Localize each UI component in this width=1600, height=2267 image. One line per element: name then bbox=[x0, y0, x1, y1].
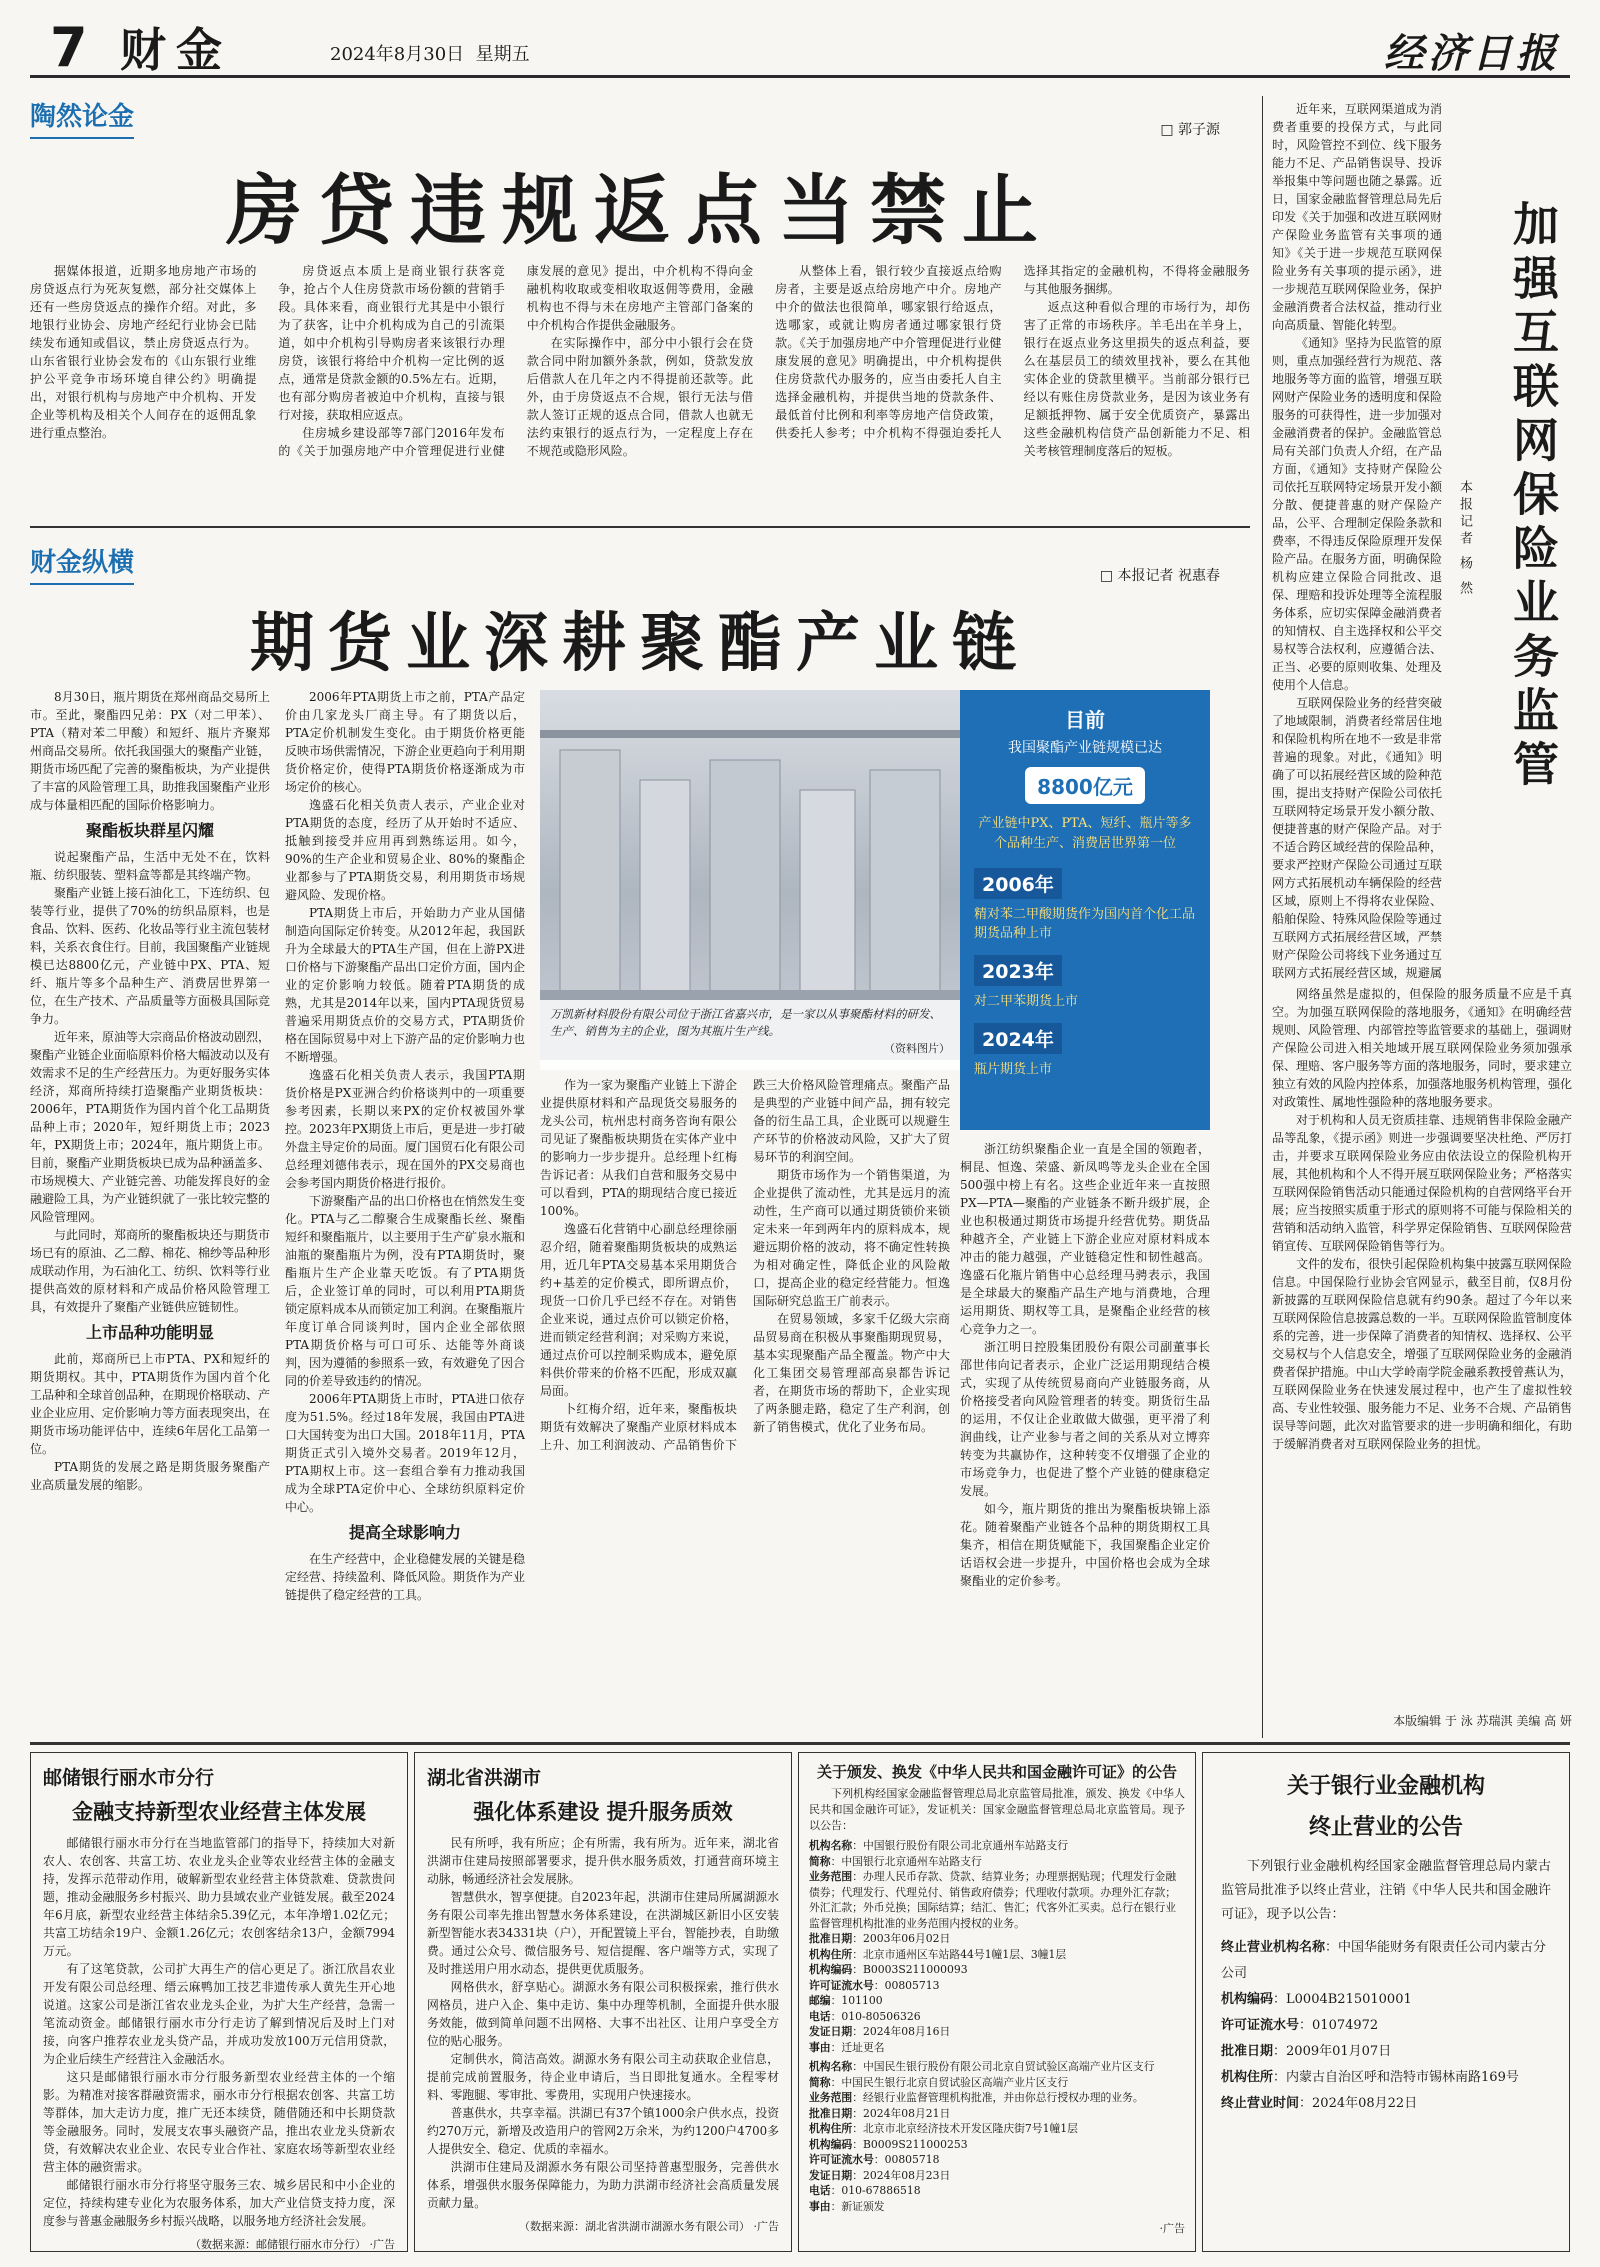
notice-field: 终止营业机构名称：中国华能财务有限责任公司内蒙古分公司 bbox=[1221, 1940, 1547, 1981]
notice-field-key: 电话 bbox=[809, 2184, 831, 2197]
column1-para: 在实际操作中，部分中小银行会在贷款合同中附加额外条款，例如，贷款发放后借款人在几年之内不得提前还款等。此外，由于房贷返点不合规，银行无法与借款人签订正规的返点合同，借款人也就无法约束银行的返点行为，一定程度上存在不规范或隐形风险。 bbox=[526, 336, 754, 458]
notice-field: 简称：中国民生银行北京自贸试验区高端产业片区支行 bbox=[809, 2075, 1069, 2089]
column2-para: 与此同时，郑商所的聚酯板块还与期货市场已有的原油、乙二醇、棉花、棉纱等品种形成联动作用，为石油化工、纺织、饮料等行业提供高效的原材料和产成品价格风险管理工具，有效提升了聚酯产业链供应链韧性。 bbox=[30, 1228, 270, 1314]
notice-field-value: 中国民生银行北京自贸试验区高端产业片区支行 bbox=[841, 2075, 1069, 2089]
date-text: 2024年8月30日 bbox=[330, 44, 465, 65]
ad4-title1: 关于银行业金融机构 bbox=[1286, 1774, 1485, 1799]
column1-para: 从整体上看，银行较少直接返点给购房者，主要是返点给房地产中介。房地产中介的做法也很简单，哪家银行给返点，选哪家，或就让购房者通过哪家银行贷款。《关于加强房地产中介管理促进行业健康发展的意见》明确提出，中介机构提供住房贷款代办服务的，应当由委托人自主选择金融机构，并提供当地的贷款条件、最低首付比例和利率等房地产信贷政策，供委托人参考；中介机构不得强迫委托人选择其指定的金融机构，不得将金融服务与其他服务捆绑。 bbox=[775, 264, 1250, 440]
column2-para: 浙江纺织聚酯企业一直是全国的领跑者，桐昆、恒逸、荣盛、新凤鸣等龙头企业在全国500强中榜上有名。这些企业近年来一直按照PX—PTA—聚酯的产业链条不断升级扩展，企业也积极通过期货市场提升经营优势。期货品种越齐全，产业链上下游企业应对原材料成本冲击的能力越强，产业链稳定性和韧性越高。逸盛石化瓶片销售中心总经理马骋表示，我国是全球最大的聚酯产品生产地与消费地，合理运用期货、期权等工具，是聚酯企业经营的核心竞争力之一。 bbox=[960, 1142, 1210, 1336]
notice-field-key: 业务范围 bbox=[809, 2091, 853, 2104]
notice-field-key: 机构住所 bbox=[809, 1947, 853, 1961]
notice-field-value: 2024年08月23日 bbox=[862, 2168, 951, 2182]
column2-para: 如今，瓶片期货的推出为聚酯板块锦上添花。随着聚酯产业链各个品种的期货期权工具集齐，相信在期货赋能下，我国聚酯企业定价话语权会进一步提升，中国价格也会成为全球聚酯业的定价参考。 bbox=[960, 1502, 1210, 1588]
notice-field-key: 邮编 bbox=[809, 1994, 831, 2007]
notice-field: 许可证流水号：00805713 bbox=[809, 1978, 940, 1992]
ad2-source bbox=[427, 2218, 779, 2234]
notice-field: 机构住所：北京市通州区车站路44号1幢1层、3幢1层 bbox=[809, 1947, 1067, 1961]
notice-field-key: 事由 bbox=[809, 2199, 831, 2213]
notice-field-key: 机构名称 bbox=[809, 1839, 853, 1852]
column2-para: 作为一家为聚酯产业链上下游企业提供原材料和产品现货交易服务的龙头公司，杭州忠村商务咨询有限公司见证了聚酯板块期货在实体产业中的影响力一步步提升。总经理卜红梅告诉记者：从我们自营和服务交易中可以看到，PTA的期现结合度已接近100%。 bbox=[540, 1078, 737, 1218]
notice-field-value: 中国银行股份有限公司北京通州车站路支行 bbox=[862, 1839, 1069, 1852]
ad2-tag: ·广告 bbox=[753, 2220, 779, 2233]
notice-field: 机构住所：内蒙古自治区呼和浩特市锡林南路169号 bbox=[1221, 2070, 1519, 2085]
notice-field-key: 机构住所 bbox=[1221, 2070, 1274, 2085]
ad2-para: 洪湖市住建局及湖源水务有限公司坚持普惠型服务，完善供水体系，增强供水服务保障能力，为助力洪湖市经济社会高质量发展贡献力量。 bbox=[427, 2160, 779, 2210]
column2-para: 2006年PTA期货上市之前，PTA产品定价由几家龙头厂商主导。有了期货以后，PTA定价机制发生变化。由于期货价格更能反映市场供需情况，下游企业更趋向于利用期货价格定价，使得PTA期货价格逐渐成为市场定价的核心。 bbox=[285, 690, 525, 794]
info-heading: 目前 bbox=[1065, 708, 1105, 732]
notice-field: 许可证流水号：00805718 bbox=[809, 2153, 940, 2166]
notice-field: 批准日期：2024年08月21日 bbox=[809, 2106, 951, 2120]
column2-title: 期货业深耕聚酯产业链 bbox=[250, 607, 1030, 681]
notice-field-key: 事由 bbox=[809, 2040, 831, 2054]
notice-field-key: 发证日期 bbox=[809, 2025, 853, 2038]
notice-field-value: 中国华能财务有限责任公司内蒙古分公司 bbox=[1221, 1940, 1547, 1981]
column3-para: 互联网保险业务的经营突破了地域限制，消费者经常居住地和保险机构所在地不一致是非常普遍的现象。对此，《通知》明确了可以拓展经营区域的险种范围，提出支持财产保险公司依托互联网特定场景开发小额分散、便捷普惠的财产保险产品。对于不适合跨区域经营的保险品种，要求严控财产保险公司通过互联网方式拓展机动车辆保险的经营区域，原则上不得将农业保险、船舶保险、特殊风险保险等通过互联网方式拓展经营区域，严禁财产保险公司将线下业务通过互联网方式拓展经营区域，规避属 bbox=[1272, 696, 1442, 980]
ads-divider bbox=[30, 1742, 1570, 1745]
column2-para: PTA期货上市后，开始助力产业从国储制造向国际定价转变。从2012年起，我国跃升为全球最大的PTA生产国，但在上游PX进口价格与下游聚酯产品出口定价方面，国内企业的定价影响力较低。随着PTA期货的成熟，尤其是2014年以来，国内PTA现货贸易普遍采用期货点价的交易方式，PTA期货价格在国际贸易中对上下游产品的定价影响力也不断增强。 bbox=[285, 906, 525, 1064]
column3-author: 本报记者 杨 然 bbox=[1457, 480, 1472, 599]
notice-field-key: 机构编码 bbox=[809, 1963, 853, 1976]
timeline-year: 2006年 bbox=[974, 868, 1062, 899]
notice-field-key: 简称 bbox=[809, 1854, 831, 1868]
ad2-para: 定制供水，简洁高效。湖源水务有限公司主动获取企业信息，提前完成前置服务，待企业申请后，当日即批复通水。全程零材料、零跑腿、零审批、零费用，实现用户快速接水。 bbox=[427, 2052, 779, 2102]
info-amount: 8800亿元 bbox=[1025, 767, 1145, 804]
column2-para: 浙江明日控股集团股份有限公司副董事长邵世伟向记者表示，企业广泛运用期现结合模式，实现了从传统贸易商向产业链服务商，从价格接受者向风险管理者的转变。期货衍生品的运用，不仅让企业敢做大做强，更平滑了利润曲线，让产业参与者之间的关系从对立博弈转变为共赢协作，这种转变不仅增强了企业的市场竞争力，也促进了整个产业链的健康稳定发展。 bbox=[960, 1340, 1210, 1498]
termination-records bbox=[1221, 1935, 1551, 2117]
notice-field: 简称：中国银行北京通州车站路支行 bbox=[809, 1854, 982, 1868]
column3-para: 文件的发布，很快引起保险机构集中披露互联网保险信息。中国保险行业协会官网显示，截至目前，仅8月份新披露的互联网保险信息就有约90条。超过了今年以来互联网保险信息披露总数的一半。互联网保险监管制度体系的完善，进一步保障了消费者的知情权、选择权、公平交易权与个人信息安全，增强了互联网保险业务的金融消费者保护措施。中山大学岭南学院金融系教授曾燕认为，互联网保险业务在快速发展过程中，也产生了虚拟性较高、专业性较强、服务能力不足、业务不合规、产品销售误导等问题，此次对监管要求的进一步明确和细化，有助于缓解消费者对互联网保险业务的担忧。 bbox=[1272, 1257, 1572, 1451]
notice-field-value: L0004B215010001 bbox=[1286, 1992, 1412, 2007]
ad2-org: 湖北省洪湖市 bbox=[427, 1767, 542, 1789]
notice-record-2 bbox=[809, 2059, 1185, 2214]
notice-field: 事由：迁址更名 bbox=[809, 2040, 885, 2054]
column2-para: 卜红梅介绍，近年来，聚酯板块期货有效解决了聚酯产业原材料成本上升、加工利润波动、产品销售价下跌三大价格风险管理痛点。聚酯产品是典型的产业链中间产品，拥有较完备的衍生品工具，企业既可以规避生产环节的价格波动风险，又扩大了贸易环节的利润空间。 bbox=[540, 1078, 950, 1452]
masthead bbox=[30, 18, 1570, 78]
column2-label: 财金纵横 bbox=[30, 542, 134, 585]
infographic bbox=[960, 690, 1210, 1130]
notice-field-key: 机构住所 bbox=[809, 2122, 853, 2135]
column2-sub3: 提高全球影响力 bbox=[348, 1523, 461, 1542]
ad-honghu bbox=[414, 1752, 792, 2252]
notice-field: 事由：新证颁发 bbox=[809, 2199, 885, 2213]
ad2-para: 民有所呼，我有所应；企有所需，我有所为。近年来，湖北省洪湖市住建局按照部署要求，提升供水服务质效，打通营商环境主动脉，畅通经济社会发展脉。 bbox=[427, 1836, 779, 1886]
editor-credits: 本版编辑 于 泳 苏瑞淇 美编 高 妍 bbox=[1393, 1714, 1572, 1728]
notice-field-value: 迁址更名 bbox=[841, 2040, 885, 2054]
column3-para: 对于机构和人员无资质挂靠、违规销售非保险金融产品等乱象，《提示函》则进一步强调要坚决杜绝、严厉打击，并要求互联网保险业务应由依法设立的保险机构开展，其他机构和个人不得开展互联网保险业务；严格落实互联网保险销售活动只能通过保险机构的自营网络平台开展；应当按照实质重于形式的原则将不可能与保险相关的营销和活动纳入监管，科学界定保险销售、互联网保险营销宣传、互联网保险销售等行为。 bbox=[1272, 1113, 1572, 1253]
notice-field-value: 经银行业监督管理机构批准，并由你总行授权办理的业务。 bbox=[862, 2091, 1144, 2104]
notice-field-value: 新证颁发 bbox=[841, 2199, 885, 2213]
notice-field: 终止营业时间：2024年08月22日 bbox=[1221, 2096, 1418, 2111]
notice-field: 发证日期：2024年08月16日 bbox=[809, 2025, 951, 2038]
notice-field-key: 业务范围 bbox=[809, 1870, 853, 1883]
column3-para: 近年来，互联网渠道成为消费者重要的投保方式，与此同时，风险管控不到位、线下服务能力不足、产品销售误导、投诉举报集中等问题也随之暴露。近日，国家金融监督管理总局先后印发《关于加强和改进互联网财产保险业务监管有关事项的通知》《关于进一步规范互联网保险业务有关事项的提示函》，进一步规范互联网保险业务，保护金融消费者合法权益，推动行业向高质量、智能化转型。 bbox=[1272, 102, 1442, 332]
photo-credit: （资料图片） bbox=[884, 1042, 950, 1055]
notice-field-value: B0003S211000093 bbox=[862, 1963, 968, 1976]
notice-field-key: 简称 bbox=[809, 2075, 831, 2089]
ad3-tag: ·广告 bbox=[1159, 2222, 1185, 2235]
ad1-org: 邮储银行丽水市分行 bbox=[43, 1767, 215, 1789]
timeline-year: 2024年 bbox=[974, 1023, 1062, 1054]
notice-field-value: 00805718 bbox=[884, 2153, 940, 2166]
notice-field-value: 中国银行北京通州车站路支行 bbox=[841, 1854, 982, 1868]
notice-termination bbox=[1202, 1752, 1570, 2252]
weekday-text: 星期五 bbox=[475, 44, 530, 65]
ad4-intro: 下列银行业金融机构经国家金融监督管理总局内蒙古监管局批准予以终止营业，注销《中华人民共和国金融许可证》，现予以公告： bbox=[1221, 1859, 1551, 1922]
column2-para: 逸盛石化营销中心副总经理徐丽忍介绍，随着聚酯期货板块的成熟运用，近几年PTA交易基本采用期货合约+基差的定价模式，即所谓点价，现货一口价几乎已经不存在。对销售企业来说，通过点价可以锁定价格，进而锁定经营利润；对采购方来说，通过点价可以控制采购成本，避免原料供价带来的价格不匹配，形成双赢局面。 bbox=[540, 1222, 737, 1398]
notice-field: 机构编码：L0004B215010001 bbox=[1221, 1992, 1412, 2007]
notice-field-value: 00805713 bbox=[884, 1978, 940, 1992]
ad1-para: 邮储银行丽水市分行在当地监管部门的指导下，持续加大对新农人、农创客、共富工坊、农业龙头企业等农业经营主体的金融支持，发挥示范带动作用，破解新型农业经营主体贷款难、贷款贵问题，推动金融服务乡村振兴、助力县域农业产业链发展。截至2024年6月底，新型农业经营主体结余5.39亿元，本年净增1.02亿元；共富工坊结余19户、金额1.26亿元；农创客结余13户，金额7994万元。 bbox=[43, 1836, 395, 1958]
notice-field-key: 机构名称 bbox=[809, 2060, 853, 2073]
column2-para: 说起聚酯产品，生活中无处不在，饮料瓶、纺织服装、塑料盒等都是其终端产物。 bbox=[30, 850, 270, 882]
ad2-source-text: （数据来源：湖北省洪湖市湖源水务有限公司） bbox=[519, 2220, 750, 2233]
notice-field: 电话：010-80506326 bbox=[809, 2009, 921, 2023]
column2-body-d bbox=[960, 1140, 1210, 1738]
notice-field-key: 发证日期 bbox=[809, 2168, 853, 2182]
ad2-title: 强化体系建设 提升服务质效 bbox=[473, 1800, 733, 1824]
notice-field: 邮编：101100 bbox=[809, 1994, 883, 2007]
column2-para: 聚酯产业链上接石油化工，下连纺织、包装等行业，提供了70%的纺织品原料，也是食品、饮料、医药、化妆品等行业主流包装材料，关系衣食住行。目前，我国聚酯产业链规模已达8800亿元，产业链中PX、PTA、短纤、瓶片等多个品种生产、消费居世界第一位，在生产技术、产品质量等方面极具国际竞争力。 bbox=[30, 886, 270, 1026]
column2-para: 逸盛石化相关负责人表示，我国PTA期货价格是PX亚洲合约价格谈判中的一项重要参考因素，长期以来PX的定价权被国外掌控。2023年PX期货上市后，更是进一步打破外盘主导定价的局面。厦门国贸石化有限公司总经理刘德伟表示，现在国外的PX交易商也会参考国内期货价格进行报价。 bbox=[285, 1068, 525, 1190]
column1-title: 房贷违规返点当禁止 bbox=[226, 166, 1054, 255]
notice-field-value: 010-80506326 bbox=[841, 2009, 921, 2023]
issue-date bbox=[330, 40, 530, 66]
notice-field: 业务范围：办理人民币存款、贷款、结算业务；办理票据贴现；代理发行金融债券；代理发行、代理兑付、销售政府债券；代理收付款项。办理外汇存款；外汇汇款；外币兑换；国际结算；结汇、售汇；代客外汇买卖。总行在银行业监督管理机构批准的业务范围内授权的业务。 bbox=[809, 1870, 1177, 1930]
notice-field-key: 电话 bbox=[809, 2009, 831, 2023]
column2-para: 逸盛石化相关负责人表示，产业企业对PTA期货的态度，经历了从开始时不适应、抵触到接受并应用再到熟练运用。如今，90%的生产企业和贸易企业、80%的聚酯企业都参与了PTA期货交易，利用期货市场规避风险、发现价格。 bbox=[285, 798, 525, 902]
ad-postal-bank bbox=[30, 1752, 408, 2252]
column-divider bbox=[1262, 96, 1263, 1738]
ad1-para: 有了这笔贷款，公司扩大再生产的信心更足了。浙江欣昌农业开发有限公司总经理、缙云麻鸭加工技艺非遗传承人黄先生开心地说道。这家公司是浙江省农业龙头企业，为扩大生产经营，急需一笔流动资金。邮储银行丽水市分行走访了解到情况后及时上门对接，向客户推荐农业龙头贷产品，并成功发放100万元信用贷款，为企业后续生产经营注入金融活水。 bbox=[43, 1962, 395, 2066]
column2-body-c bbox=[540, 1076, 950, 1738]
column2-header bbox=[30, 542, 1250, 585]
notice-field-value: 2024年08月16日 bbox=[862, 2025, 951, 2038]
column2-para: 下游聚酯产品的出口价格也在悄然发生变化。PTA与乙二醇聚合生成聚酯长丝、聚酯短纤和聚酯瓶片，以主要用于生产矿泉水瓶和油瓶的聚酯瓶片为例，没有PTA期货时，聚酯瓶片生产企业靠天吃饭。有了PTA期货后，企业签订单的同时，可以利用PTA期货锁定原料成本从而锁定加工利润。在聚酯瓶片年度订单合同谈判时，国内企业全部依照PTA期货价格与可口可乐、达能等外商谈判，因为遵循的参照系一致，有效避免了因合同的价差导致违约的情况。 bbox=[285, 1194, 525, 1388]
notice-field-key: 许可证流水号 bbox=[1221, 2018, 1300, 2033]
ad2-para: 普惠供水，共享幸福。洪湖已有37个镇1000余户供水点，投资约270万元，新增及改造用户的管网2万余米，为约1200户4700多人提供安全、稳定、优质的幸福水。 bbox=[427, 2106, 779, 2156]
ad1-title: 金融支持新型农业经营主体发展 bbox=[72, 1800, 366, 1824]
column2-para: 在生产经营中，企业稳健发展的关键是稳定经营、持续盈利、降低风险。期货作为产业链提供了稳定经营的工具。 bbox=[285, 1552, 525, 1602]
section-name: 财金 bbox=[120, 23, 232, 77]
column1-para: 据媒体报道，近期多地房地产市场的房贷返点行为死灰复燃，部分社交媒体上还有一些房贷返点的操作介绍。对此，多地银行业协会、房地产经纪行业协会已陆续发布通知或倡议，禁止房贷返点行为。山东省银行业协会发布的《山东银行业维护公平竞争市场环境自律公约》明确提出，对银行机构与房地产中介机构、开发企业等机构及相关个人间存在的返佣乱象进行重点整治。 bbox=[30, 264, 257, 440]
notice-field-key: 批准日期 bbox=[1221, 2044, 1274, 2059]
notice-field-value: 内蒙古自治区呼和浩特市锡林南路169号 bbox=[1286, 2070, 1519, 2085]
column3-para: 《通知》坚持为民监管的原则，重点加强经营行为规范、落地服务等方面的监管，增强互联网财产保险业务的透明度和保险服务的可获得性，进一步加强对金融消费者的保护。金融监管总局有关部门负责人介绍，在产品方面，《通知》支持财产保险公司依托互联网特定场景开发小额分散、便捷普惠的财产保险产品，公平、合理制定保险条款和费率，不得违反保险原理开发保险产品。在服务方面，明确保险机构应建立保险合同批改、退保、理赔和投诉处理等全流程服务体系，应切实保障金融消费者的知情权、自主选择权和公平交易权等合法权利，应遵循合法、正当、必要的原则收集、处理及使用个人信息。 bbox=[1272, 336, 1442, 692]
column2-para: PTA期货的发展之路是期货服务聚酯产业高质量发展的缩影。 bbox=[30, 1460, 270, 1492]
column3-title: 加强互联网保险业务监管 bbox=[1506, 200, 1560, 794]
paper-logo: 经济日报 bbox=[1384, 30, 1560, 77]
column3-body-a bbox=[1272, 100, 1442, 980]
notice-field-value: 101100 bbox=[841, 1994, 883, 2007]
column2-para: 2006年PTA期货上市时，PTA进口依存度为51.5%。经过18年发展，我国由PTA进口大国转变为出口大国。2018年11月，PTA期货正式引入境外交易者。2019年12月，PTA期权上市。这一套组合拳有力推动我国成为全球PTA定价中心、全球纺织原料定价中心。 bbox=[285, 1392, 525, 1514]
notice-license-issue bbox=[798, 1752, 1196, 2252]
column1-author: □ 郭子源 bbox=[1160, 122, 1220, 138]
notice-field-value: 2009年01月07日 bbox=[1286, 2044, 1392, 2059]
column2-sub2: 上市品种功能明显 bbox=[85, 1323, 214, 1342]
ad2-para: 网格供水，舒享贴心。湖源水务有限公司积极探索，推行供水网格员，进户入企、集中走访、集中办理等机制，全面提升供水服务效能，做到简单问题不出网格、大事不出社区、让用户享受全方位的贴心服务。 bbox=[427, 1980, 779, 2048]
page-number: 7 bbox=[50, 16, 88, 79]
column2-para: 近年来，原油等大宗商品价格波动剧烈，聚酯产业链企业面临原料价格大幅波动以及有效需求不足的生产经营压力。为更好服务实体经济，郑商所持续打造聚酯产业期货板块：2006年，PTA期货作为国内首个化工品期货品种上市；2020年，短纤期货上市；2023年，PX期货上市；2024年，瓶片期货上市。目前，聚酯产业期货板块已成为品种涵盖多、市场规模大、产业链完善、功能发挥良好的金融避险工具，为产业链织就了一张比较完整的风险管理网。 bbox=[30, 1030, 270, 1224]
notice-field: 批准日期：2003年06月02日 bbox=[809, 1932, 951, 1945]
notice-field-key: 终止营业时间 bbox=[1221, 2096, 1300, 2111]
notice-field-key: 许可证流水号 bbox=[809, 1978, 874, 1992]
column2-para: 此前，郑商所已上市PTA、PX和短纤的期货期权。其中，PTA期货作为国内首个化工品种和全球首创品种，在期现价格联动、产业企业应用、定价影响力等方面表现突出，在期货市场功能评估中，连续6年居化工品第一位。 bbox=[30, 1352, 270, 1456]
notice-field-key: 机构编码 bbox=[809, 2137, 853, 2151]
timeline-text: 精对苯二甲酸期货作为国内首个化工品期货品种上市 bbox=[974, 907, 1196, 941]
column3-para: 网络虽然是虚拟的，但保险的服务质量不应是千真空。为加强互联网保险的落地服务，《通知》在明确经营规则、风险管理、内部管控等监管要求的基础上，强调财产保险公司进入相关地域开展互联网保险业务须加强承保、理赔、客户服务等方面的落地服务，同时，要求建立独立有效的风险内控体系，加强落地服务机构管理，强化对政策性、属地性强险种的落地服务要求。 bbox=[1272, 987, 1572, 1109]
ad2-para: 智慧供水，智享便捷。自2023年起，洪湖市住建局所属湖源水务有限公司率先推出智慧水务体系建设，在洪湖城区新旧小区安装新型智能水表34331块（户），开配置镜上平台，智能抄表，自助缴费。通过公众号、微信服务号、短信提醒、客户端等方式，实现了及时推送用户用水动态，提供更优质服务。 bbox=[427, 1890, 779, 1976]
notice-field: 业务范围：经银行业监督管理机构批准，并由你总行授权办理的业务。 bbox=[809, 2091, 1144, 2104]
notice-field-value: 办理人民币存款、贷款、结算业务；办理票据贴现；代理发行金融债券；代理发行、代理兑付、销售政府债券；代理收付款项。办理外汇存款；外汇汇款；外币兑换；国际结算；结汇、售汇；代客外汇买卖。总行在银行业监督管理机构批准的业务范围内授权的业务。 bbox=[809, 1870, 1177, 1930]
ad1-para: 这只是邮储银行丽水市分行服务新型农业经营主体的一个缩影。为精准对接客群融资需求，丽水市分行根据农创客、共富工坊等群体，加大走访力度，推广无还本续贷，随借随还和中长期贷款等金融服务。同时，发展支农事头融资产品，推出农业龙头贷新农贷，有效解决农业企业、农民专业合作社、家庭农场等新型农业经营主体的融资需求。 bbox=[43, 2070, 395, 2174]
column2-para: 期货市场作为一个销售渠道，为企业提供了流动性，尤其是远月的流动性，生产商可以通过期货锁价来锁定未来一年到两年内的原料成本，规避远期价格的波动，将不确定性转换为相对确定性，降低企业的风险敞口，提高企业的稳定经营能力。恒逸国际研究总监王广前表示。 bbox=[753, 1168, 950, 1308]
photo-caption-box bbox=[540, 1000, 960, 1070]
column1-header bbox=[30, 96, 1250, 139]
column1-para: 房贷返点本质上是商业银行获客竞争，抢占个人住房贷款市场份额的营销手段。具体来看，商业银行尤其是中小银行为了获客，让中介机构成为自己的引流渠道，如中介机构引导购房者来该银行办理房贷，该银行将给中介机构一定比例的返点，通常是贷款金额的0.5%左右。近期，也有部分购房者被迫中介机构，直接与银行对接，获取相应返点。 bbox=[278, 264, 505, 422]
notice-field: 批准日期：2009年01月07日 bbox=[1221, 2044, 1392, 2059]
notice-field: 机构编码：B0009S211000253 bbox=[809, 2137, 968, 2151]
column2-body-b bbox=[285, 688, 525, 1738]
notice-field-value: 北京市北京经济技术开发区隆庆街7号1幢1层 bbox=[862, 2122, 1078, 2135]
divider bbox=[30, 526, 1250, 528]
notice-field: 机构名称：中国民生银行股份有限公司北京自贸试验区高端产业片区支行 bbox=[809, 2060, 1155, 2073]
ad3-title: 关于颁发、换发《中华人民共和国金融许可证》的公告 bbox=[816, 1763, 1177, 1781]
column3-body-b bbox=[1272, 985, 1572, 1705]
notice-field-value: B0009S211000253 bbox=[862, 2137, 968, 2151]
photo-caption: 万凯新材料股份有限公司位于浙江省嘉兴市，是一家以从事聚酯材料的研发、生产、销售为主的企业，图为其瓶片生产线。 bbox=[550, 1007, 941, 1038]
notice-field-key: 许可证流水号 bbox=[809, 2153, 874, 2166]
ad1-source-text: （数据来源：邮储银行丽水市分行） bbox=[190, 2238, 366, 2251]
notice-field: 许可证流水号：01074972 bbox=[1221, 2018, 1379, 2033]
notice-field-value: 2003年06月02日 bbox=[862, 1932, 951, 1945]
column1-para: 返点这种看似合理的市场行为，却伤害了正常的市场秩序。羊毛出在羊身上，银行在返点业务这里损失的返点利益，要么在基层员工的绩效里找补，要么在其他实体企业的贷款里横平。当前部分银行已经以有账住房贷款业务，是因为该业务有足额抵押物、属于安全优质资产，暴露出这些金融机构信贷产品创新能力不足、相关考核管理制度落后的短板。 bbox=[1023, 300, 1250, 458]
ad1-source bbox=[43, 2236, 395, 2252]
timeline-text: 瓶片期货上市 bbox=[974, 1062, 1053, 1077]
notice-field-key: 批准日期 bbox=[809, 2106, 853, 2120]
notice-field-value: 01074972 bbox=[1312, 2018, 1379, 2033]
ad1-para: 邮储银行丽水市分行将坚守服务三农、城乡居民和中小企业的定位，持续构建专业化为农服务体系，加大产业信贷支持力度，深度参与普惠金融服务乡村振兴战略，以服务地方经济社会发展。 bbox=[43, 2178, 395, 2228]
column1-label: 陶然论金 bbox=[30, 96, 134, 139]
ad1-tag: ·广告 bbox=[369, 2238, 395, 2251]
column1-body bbox=[30, 262, 1250, 512]
notice-field: 电话：010-67886518 bbox=[809, 2184, 921, 2197]
ad3-intro: 下列机构经国家金融监督管理总局北京监管局批准，颁发、换发《中华人民共和国金融许可证》，发证机关：国家金融监督管理总局北京监管局。现予以公告： bbox=[809, 1787, 1185, 1832]
notice-field: 机构住所：北京市北京经济技术开发区隆庆街7号1幢1层 bbox=[809, 2122, 1078, 2135]
column2-intro: 8月30日，瓶片期货在郑州商品交易所上市。至此，聚酯四兄弟：PX（对二甲苯）、PTA（精对苯二甲酸）和短纤、瓶片齐聚郑州商品交易所。依托我国强大的聚酯产业链，期货市场匹配了完善的聚酯板块，为产业提供了丰富的风险管理工具，助推我国聚酯产业形成与体量相匹配的国际价格影响力。 bbox=[30, 690, 270, 812]
notice-record-1 bbox=[809, 1838, 1185, 2055]
notice-field-key: 批准日期 bbox=[809, 1932, 853, 1945]
notice-field-value: 中国民生银行股份有限公司北京自贸试验区高端产业片区支行 bbox=[862, 2060, 1155, 2073]
column2-body-a bbox=[30, 688, 270, 1738]
column1-para: 住房城乡建设部等7部门2016年发布的《关于加强房地产中介管理促进行业健康发展的意见》提出，中介机构不得向金融机构收取或变相收取返佣等费用，金融机构也不得与未在房地产主管部门备案的中介机构合作提供金融服务。 bbox=[278, 264, 754, 458]
timeline-year: 2023年 bbox=[974, 955, 1062, 986]
notice-field: 发证日期：2024年08月23日 bbox=[809, 2168, 951, 2182]
column2-sub1: 聚酯板块群星闪耀 bbox=[85, 821, 214, 840]
column2-author: □ 本报记者 祝惠春 bbox=[1099, 568, 1220, 584]
info-chain: 产业链中PX、PTA、短纤、瓶片等多个品种生产、消费居世界第一位 bbox=[978, 816, 1192, 851]
notice-field-key: 终止营业机构名称 bbox=[1221, 1940, 1326, 1955]
column2-para: 在贸易领域，多家千亿级大宗商品贸易商在积极从事聚酯期现贸易，基本实现聚酯产品全覆盖。物产中大化工集团交易管理部高泉都告诉记者，在期货市场的帮助下，企业实现了两条腿走路，稳定了生产利润，创新了销售模式，优化了业务布局。 bbox=[753, 1312, 950, 1434]
notice-field-value: 2024年08月22日 bbox=[1312, 2096, 1418, 2111]
notice-field: 机构编码：B0003S211000093 bbox=[809, 1963, 968, 1976]
timeline-text: 对二甲苯期货上市 bbox=[974, 994, 1079, 1009]
notice-field-value: 2024年08月21日 bbox=[862, 2106, 951, 2120]
notice-field-value: 010-67886518 bbox=[841, 2184, 921, 2197]
info-subheading: 我国聚酯产业链规模已达 bbox=[1008, 740, 1162, 756]
ad4-title2: 终止营业的公告 bbox=[1308, 1815, 1463, 1840]
notice-field-key: 机构编码 bbox=[1221, 1992, 1274, 2007]
timeline bbox=[974, 868, 1196, 1079]
notice-field: 机构名称：中国银行股份有限公司北京通州车站路支行 bbox=[809, 1839, 1069, 1852]
notice-field-value: 北京市通州区车站路44号1幢1层、3幢1层 bbox=[862, 1947, 1067, 1961]
